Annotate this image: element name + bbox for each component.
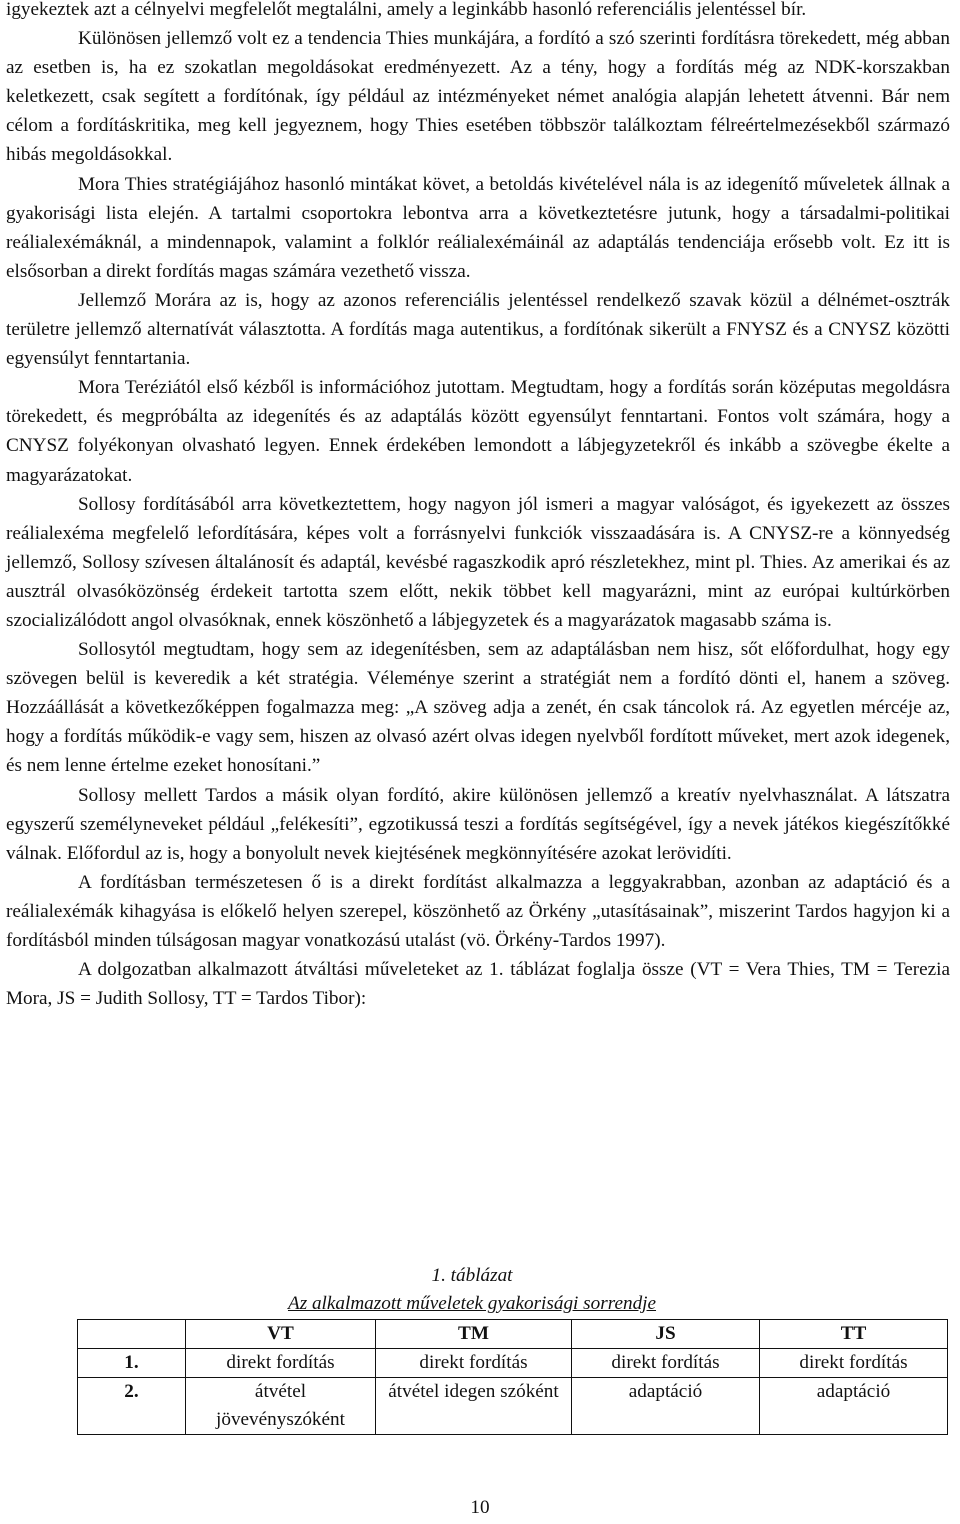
page-number: 10 [470, 1497, 490, 1518]
table-header-vt: VT [186, 1320, 376, 1349]
paragraph-thies: Különösen jellemző volt ez a tendencia Thies munkájára, a fordító a szó szerinti fordításra törekedett, még abban az esetben is, ha ez szokatlan megoldásokat eredményezett. Az a tény, hogy a fordítás még az NDK-korszakban keletkezett, csak segített a fordítónak, így például az intézményeket német analógia alapján lehetett átvenni. Bár nem célom a fordításkritika, meg kell jegyeznem, hogy Thies esetében többször találkoztam félreértelmezésekből származó hibás megoldásokkal. [6, 28, 950, 166]
document-page [6, 0, 950, 1013]
table-cell: adaptáció [760, 1378, 948, 1435]
table-row [78, 1349, 948, 1378]
table-cell: direkt fordítás [376, 1349, 572, 1378]
table-caption-number: 1. táblázat [431, 1265, 513, 1286]
table-row [78, 1378, 948, 1435]
operations-table [77, 1319, 948, 1435]
paragraph-mora-interview: Mora Teréziától első kézből is információhoz jutottam. Megtudtam, hogy a fordítás során középutas megoldásra törekedett, és megpróbálta az idegenítés és az adaptálás között egyensúlyt fenntartani. Fontos volt számára, hogy a CNYSZ folyékonyan olvasható legyen. Ennek érdekében lemondott a lábjegyzetekről és inkább a szövegbe ékelte a magyarázatokat. [6, 377, 950, 486]
paragraph-tardos-direct: A fordításban természetesen ő is a direkt fordítást alkalmazza a leggyakrabban, azonban az adaptáció és a reálialexémák kihagyása is előkelő helyen szerepel, köszönhető az Örkény „utasításainak”, miszerint Tardos hagyjon ki a fordításból minden túlságosan magyar vonatkozású utalást (vö. Örkény-Tardos 1997). [6, 871, 950, 951]
table-header-tt: TT [760, 1320, 948, 1349]
paragraph-mora-strategy: Mora Thies stratégiájához hasonló mintákat követ, a betoldás kivételével nála is az idegenítő műveletek állnak a gyakorisági lista elején. A tartalmi csoportokra lebontva arra a következtetésre jutunk, hogy a társadalmi-politikai reálialexémáknál, a mindennapok, valamint a folklór reálialexémáinál az adaptálás tendenciája erősebb volt. Ez itt is elsősorban a direkt fordítás magas számára vezethető vissza. [6, 173, 950, 282]
paragraph-table-intro: A dolgozatban alkalmazott átváltási műveleteket az 1. táblázat foglalja össze (VT = Vera Thies, TM = Terezia Mora, JS = Judith Sollosy, TT = Tardos Tibor): [6, 959, 950, 1010]
table-cell: átvétel idegen szóként [376, 1378, 572, 1435]
paragraph-continuation: igyekeztek azt a célnyelvi megfelelőt megtalálni, amely a leginkább hasonló referenciális jelentéssel bír. [6, 0, 807, 20]
table-header-empty [78, 1320, 186, 1349]
table-cell: direkt fordítás [572, 1349, 760, 1378]
table-cell-rank: 1. [78, 1349, 186, 1378]
table-cell-rank: 2. [78, 1378, 186, 1435]
table-header-row [78, 1320, 948, 1349]
table-cell: átvétel jövevényszóként [186, 1378, 376, 1435]
table-cell: direkt fordítás [186, 1349, 376, 1378]
table-caption-title: Az alkalmazott műveletek gyakorisági sorrendje [287, 1293, 657, 1314]
table-header-tm: TM [376, 1320, 572, 1349]
table-header-js: JS [572, 1320, 760, 1349]
paragraph-sollosy-interview: Sollosytól megtudtam, hogy sem az idegenítésben, sem az adaptálásban nem hisz, sőt előfordulhat, hogy egy szövegen belül is keveredik a két stratégia. Véleménye szerint a stratégiát nem a fordító dönti el, hanem a szöveg. Hozzáállását a következőképpen fogalmazza meg: „A szöveg adja a zenét, én csak táncolok rá. Az egyetlen mércéje az, hogy a fordítás működik-e vagy sem, hiszen az olvasó azért olvas idegen nyelvből fordított műveket, mert azok idegenek, és nem lenne értelme ezeket honosítani.” [6, 639, 950, 777]
paragraph-mora-characteristic: Jellemző Morára az is, hogy az azonos referenciális jelentéssel rendelkező szavak közül a délnémet-osztrák területre jellemző alternatívát választotta. A fordítás maga autentikus, a fordítónak sikerült a FNYSZ és a CNYSZ közötti egyensúlyt fenntartania. [6, 289, 950, 370]
table-cell: adaptáció [572, 1378, 760, 1435]
table-cell: direkt fordítás [760, 1349, 948, 1378]
paragraph-tardos-creative: Sollosy mellett Tardos a másik olyan fordító, akire különösen jellemző a kreatív nyelvhasználat. A látszatra egyszerű személyneveket például „felékesíti”, egzotikussá teszi a fordítás segítségével, így a nevek játékos kiegészítőkké válnak. Előfordul az is, hogy a bonyolult nevek kiejtésének megkönnyítésére azokat lerövidíti. [6, 784, 950, 864]
paragraph-sollosy-translation: Sollosy fordításából arra következtettem, hogy nagyon jól ismeri a magyar valóságot, és igyekezett az összes reálialexéma megfelelő lefordítására, képes volt a forrásnyelvi funkciók visszaadására is. A CNYSZ-re a könnyedség jellemző, Sollosy szívesen általánosít és adaptál, kevésbé ragaszkodik apró részletekhez, mint pl. Thies. Az amerikai és az ausztrál olvasóközönség érdekeit tartotta szem előtt, nekik többet kell magyarázni, mint az európai kultúrkörben szocializálódott angol olvasóknak, ennek köszönhető a lábjegyzetek és a magyarázatok magasabb száma is. [6, 493, 950, 631]
